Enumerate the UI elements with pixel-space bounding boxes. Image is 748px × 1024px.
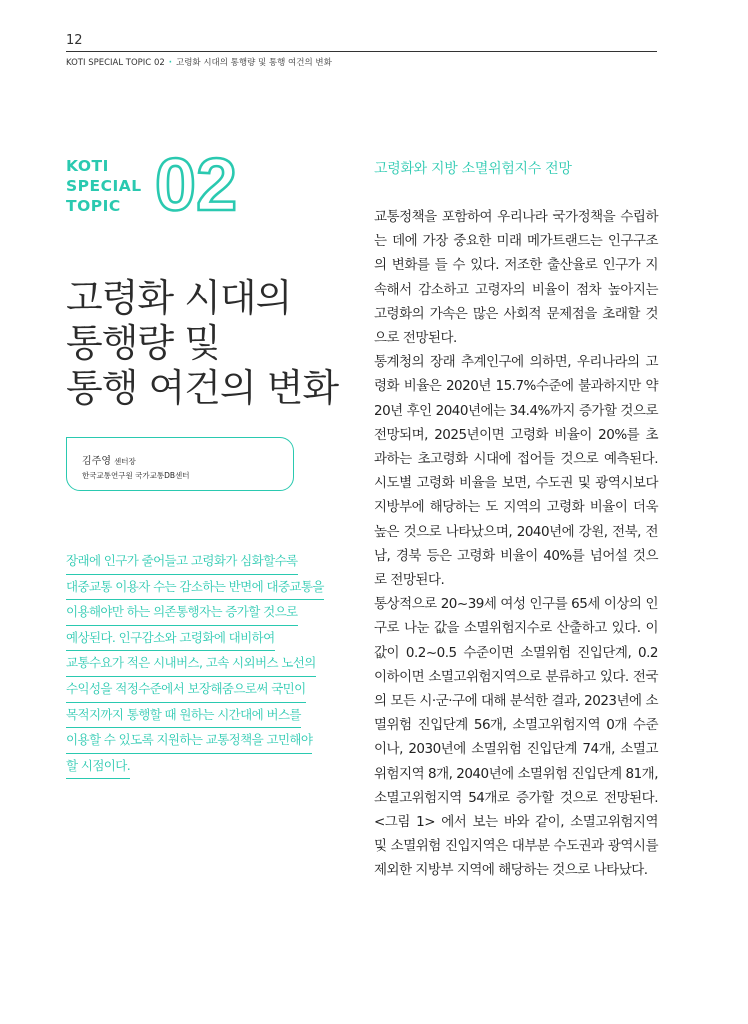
summary-line: 이용할 수 있도록 지원하는 교통정책을 고민해야 (66, 728, 312, 754)
running-header (66, 56, 332, 68)
summary (66, 549, 351, 779)
topic-label: TOPIC (66, 197, 121, 215)
author-affiliation: 한국교통연구원 국가교통DB센터 (82, 471, 190, 480)
special-label: SPECIAL (66, 177, 142, 195)
series-label (66, 156, 150, 216)
running-subtitle: 고령화 시대의 통행량 및 통행 여건의 변화 (176, 58, 332, 68)
title-line: 고령화 시대의 (66, 276, 292, 320)
header-divider (66, 51, 657, 52)
title-line: 통행 여건의 변화 (66, 366, 339, 410)
summary-line: 장래에 인구가 줄어들고 고령화가 심화할수록 (66, 549, 298, 575)
article-title (66, 276, 366, 411)
koti-label: KOTI (66, 157, 109, 175)
page-number: 12 (66, 33, 83, 48)
section-heading: 고령화와 지방 소멸위험지수 전망 (374, 161, 572, 177)
topic-number (146, 148, 246, 220)
author-name: 김주영 (82, 456, 111, 467)
author-line (82, 452, 136, 467)
summary-line: 이용해야만 하는 의존통행자는 증가할 것으로 (66, 600, 298, 626)
separator-dot: · (168, 58, 172, 68)
summary-line: 대중교통 이용자 수는 감소하는 반면에 대중교통을 (66, 575, 324, 601)
summary-line: 수익성을 적정수준에서 보장해줌으로써 국민이 (66, 677, 306, 703)
body-text (374, 205, 658, 883)
topic-number-text: 02 (154, 148, 238, 220)
summary-line: 할 시점이다. (66, 754, 130, 780)
running-title: KOTI SPECIAL TOPIC 02 (66, 58, 165, 68)
summary-line: 예상된다. 인구감소와 고령화에 대비하여 (66, 626, 275, 652)
body-paragraph: 교통정책을 포함하여 우리나라 국가정책을 수립하는 데에 가장 중요한 미래 메가트랜드는 인구구조의 변화를 들 수 있다. 저조한 출산율로 인구가 지속해서 감소하고 고령자의 비율이 점차 높아지는 고령화의 가속은 많은 사회적 문제점을 초래할 것으로 전망된다. (374, 209, 658, 347)
summary-line: 교통수요가 적은 시내버스, 고속 시외버스 노선의 (66, 651, 316, 677)
body-paragraph: 통계청의 장래 추계인구에 의하면, 우리나라의 고령화 비율은 2020년 15.7%수준에 불과하지만 약 20년 후인 2040년에는 34.4%까지 증가할 것으로 전망되며, 2025년이면 고령화 비율이 20%를 초과하는 초고령화 시대에 접어들 것으로 예측된다. 시도별 고령화 비율을 보면, 수도권 및 광역시보다 지방부에 해당하는 도 지역의 고령화 비율이 더욱 높은 것으로 나타났으며, 2040년에 강원, 전북, 전남, 경북 등은 고령화 비율이 40%를 넘어설 것으로 전망된다. (374, 354, 658, 589)
title-line: 통행량 및 (66, 321, 220, 365)
body-paragraph: 통상적으로 20~39세 여성 인구를 65세 이상의 인구로 나눈 값을 소멸위험지수로 산출하고 있다. 이 값이 0.2~0.5 수준이면 소멸위험 진입단계, 0.2 이하이면 소멸고위험지역으로 분류하고 있다. 전국의 모든 시·군·구에 대해 분석한 결과, 2023년에 소멸위험 진입단계 56개, 소멸고위험지역 0개 수준이나, 2030년에 소멸위험 진입단계 74개, 소멸고위험지역 8개, 2040년에 소멸위험 진입단계 81개, 소멸고위험지역 54개로 증가할 것으로 전망된다. <그림 1> 에서 보는 바와 같이, 소멸고위험지역 및 소멸위험 진입지역은 대부분 수도권과 광역시를 제외한 지방부 지역에 해당하는 것으로 나타났다. (374, 596, 658, 879)
author-role: 센터장 (113, 457, 136, 466)
summary-line: 목적지까지 통행할 때 원하는 시간대에 버스를 (66, 703, 301, 729)
